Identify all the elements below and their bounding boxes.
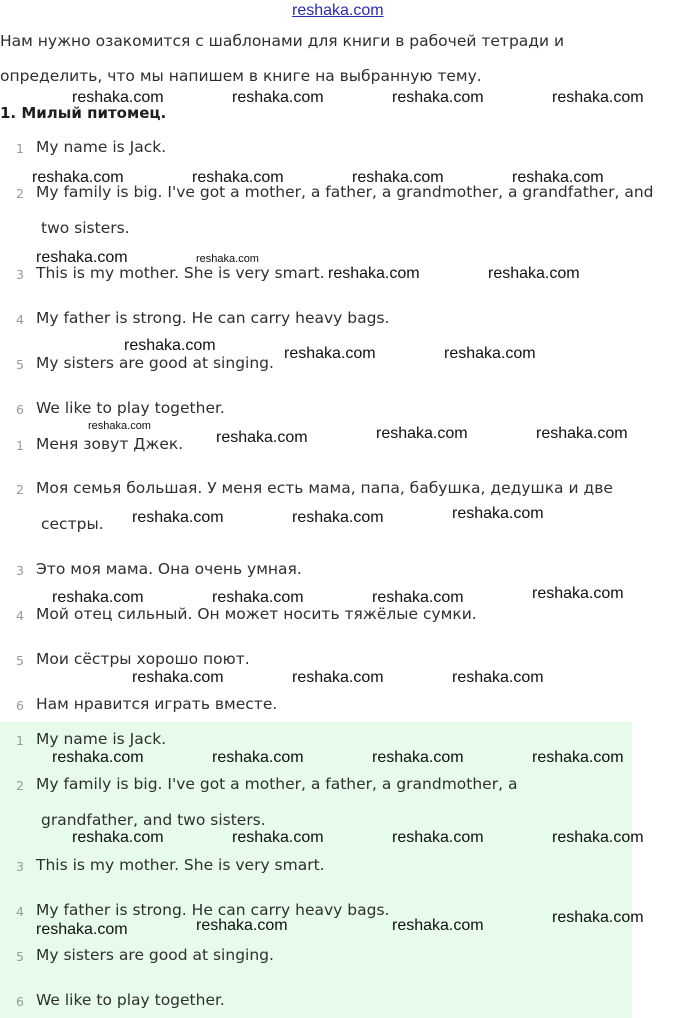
- watermark: reshaka.com: [444, 345, 536, 362]
- watermark: reshaka.com: [132, 669, 224, 686]
- intro-line-1: Нам нужно озакомится с шаблонами для книги в рабочей тетради и: [0, 32, 565, 50]
- watermark: reshaka.com: [392, 89, 484, 106]
- line-number: 4: [16, 608, 24, 623]
- list-item: Это моя мама. Она очень умная.: [36, 560, 302, 578]
- watermark: reshaka.com: [216, 429, 308, 446]
- line-number: 1: [16, 141, 24, 156]
- watermark: reshaka.com: [512, 169, 604, 186]
- list-item: My name is Jack.: [36, 730, 167, 748]
- watermark: reshaka.com: [328, 265, 420, 282]
- watermark: reshaka.com: [552, 909, 644, 926]
- watermark: reshaka.com: [72, 89, 164, 106]
- watermark: reshaka.com: [72, 829, 164, 846]
- line-number: 1: [16, 733, 24, 748]
- watermark: reshaka.com: [292, 509, 384, 526]
- watermark: reshaka.com: [552, 829, 644, 846]
- watermark: reshaka.com: [196, 917, 288, 934]
- list-item: Мой отец сильный. Он может носить тяжёлые сумки.: [36, 605, 477, 623]
- watermark: reshaka.com: [372, 749, 464, 766]
- watermark: reshaka.com: [452, 669, 544, 686]
- watermark: reshaka.com: [532, 585, 624, 602]
- watermark: reshaka.com: [352, 169, 444, 186]
- watermark: reshaka.com: [488, 265, 580, 282]
- line-number: 2: [16, 482, 24, 497]
- list-item-continuation: grandfather, and two sisters.: [41, 811, 266, 829]
- list-item: My sisters are good at singing.: [36, 946, 274, 964]
- watermark: reshaka.com: [36, 249, 128, 266]
- line-number: 2: [16, 186, 24, 201]
- list-item-continuation: сестры.: [41, 515, 104, 533]
- watermark: reshaka.com: [284, 345, 376, 362]
- list-item: Меня зовут Джек.: [36, 435, 184, 453]
- line-number: 6: [16, 402, 24, 417]
- line-number: 2: [16, 778, 24, 793]
- line-number: 5: [16, 357, 24, 372]
- intro-line-2: определить, что мы напишем в книге на выбранную тему.: [0, 67, 482, 85]
- watermark: reshaka.com: [372, 589, 464, 606]
- watermark: reshaka.com: [132, 509, 224, 526]
- list-item: My family is big. I've got a mother, a father, a grandmother, a grandfather, and: [36, 183, 654, 201]
- watermark: reshaka.com: [88, 420, 151, 432]
- watermark: reshaka.com: [52, 749, 144, 766]
- list-item: Мои сёстры хорошо поют.: [36, 650, 250, 668]
- line-number: 5: [16, 653, 24, 668]
- list-item: My name is Jack.: [36, 138, 167, 156]
- list-item-continuation: two sisters.: [41, 219, 130, 237]
- line-number: 5: [16, 949, 24, 964]
- watermark: reshaka.com: [212, 589, 304, 606]
- watermark: reshaka.com: [36, 921, 128, 938]
- list-item: My sisters are good at singing.: [36, 354, 274, 372]
- watermark: reshaka.com: [392, 829, 484, 846]
- line-number: 4: [16, 904, 24, 919]
- list-item: This is my mother. She is very smart.: [36, 264, 325, 282]
- watermark: reshaka.com: [232, 829, 324, 846]
- line-number: 1: [16, 438, 24, 453]
- watermark: reshaka.com: [452, 505, 544, 522]
- watermark: reshaka.com: [392, 917, 484, 934]
- list-item: We like to play together.: [36, 991, 225, 1009]
- watermark: reshaka.com: [232, 89, 324, 106]
- list-item: Нам нравится играть вместе.: [36, 695, 278, 713]
- watermark: reshaka.com: [52, 589, 144, 606]
- list-item: My father is strong. He can carry heavy bags.: [36, 901, 390, 919]
- watermark: reshaka.com: [292, 669, 384, 686]
- section-title: 1. Милый питомец.: [0, 104, 167, 122]
- line-number: 6: [16, 994, 24, 1009]
- line-number: 4: [16, 312, 24, 327]
- line-number: 6: [16, 698, 24, 713]
- list-item: Моя семья большая. У меня есть мама, папа, бабушка, дедушка и две: [36, 479, 613, 497]
- list-item: My family is big. I've got a mother, a father, a grandmother, a: [36, 775, 518, 793]
- watermark: reshaka.com: [32, 169, 124, 186]
- site-link[interactable]: reshaka.com: [292, 2, 384, 19]
- list-item: This is my mother. She is very smart.: [36, 856, 325, 874]
- watermark: reshaka.com: [536, 425, 628, 442]
- watermark: reshaka.com: [376, 425, 468, 442]
- watermark: reshaka.com: [196, 253, 259, 265]
- watermark: reshaka.com: [552, 89, 644, 106]
- watermark: reshaka.com: [192, 169, 284, 186]
- line-number: 3: [16, 563, 24, 578]
- watermark: reshaka.com: [212, 749, 304, 766]
- list-item: We like to play together.: [36, 399, 225, 417]
- list-item: My father is strong. He can carry heavy bags.: [36, 309, 390, 327]
- line-number: 3: [16, 267, 24, 282]
- watermark: reshaka.com: [532, 749, 624, 766]
- line-number: 3: [16, 859, 24, 874]
- watermark: reshaka.com: [124, 337, 216, 354]
